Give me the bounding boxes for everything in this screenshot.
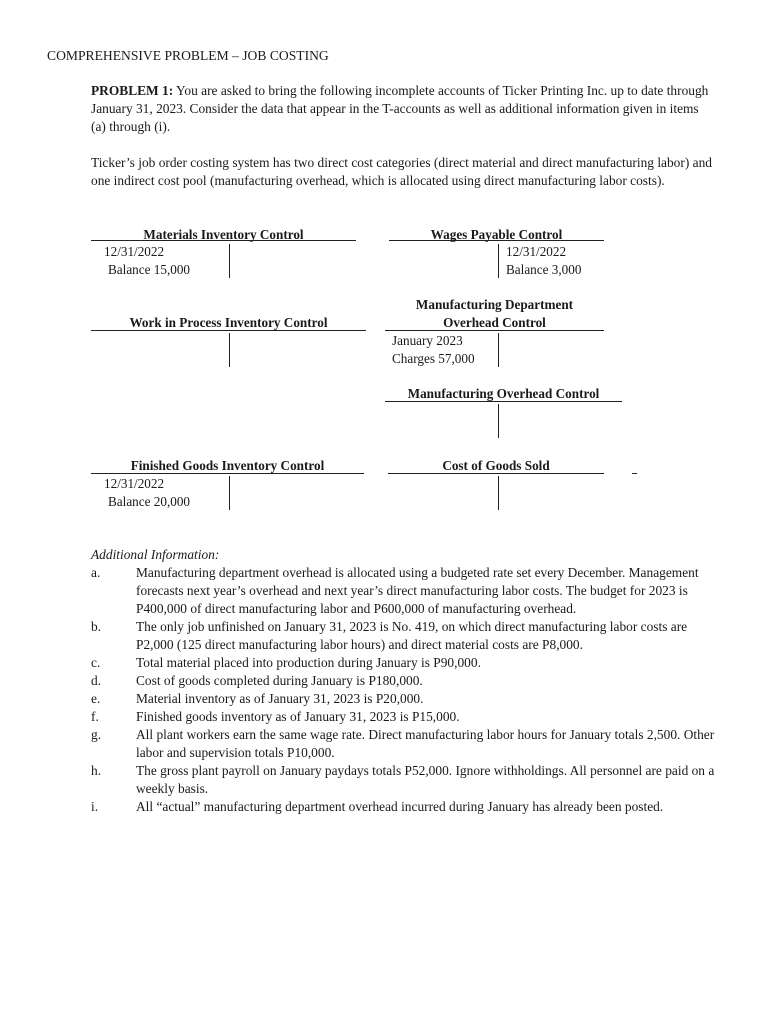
- problem-text: You are asked to bring the following incomplete accounts of Ticker Printing Inc. up to date through January 31, 2023. Consider the data that appear in the T-accounts as well as additional information given in items (a) through (i).: [91, 83, 709, 134]
- intro-paragraph: Ticker’s job order costing system has two direct cost categories (direct material and direct manufacturing labor) and one indirect cost pool (manufacturing overhead, which is allocated using direct manufacturing labor costs).: [91, 155, 712, 188]
- wip-account-divider: [229, 333, 230, 367]
- cogs-account-line: [388, 473, 604, 474]
- problem-statement: [91, 82, 716, 136]
- moc-account-title: Manufacturing Overhead Control: [407, 386, 600, 401]
- info-item-i: [91, 798, 716, 816]
- info-item-e: [91, 690, 716, 708]
- info-item-label: c.: [91, 655, 101, 670]
- info-item-text: Total material placed into production during January is P90,000.: [136, 655, 481, 670]
- stray-dash: [632, 473, 637, 474]
- additional-info-title: Additional Information:: [91, 547, 220, 562]
- info-item-label: e.: [91, 691, 101, 706]
- info-item-text: Material inventory as of January 31, 2023 is P20,000.: [136, 691, 424, 706]
- info-item-label: h.: [91, 763, 102, 778]
- wages-account-line: [389, 240, 604, 241]
- info-item-label: g.: [91, 727, 102, 742]
- fg-balance: Balance 20,000: [108, 494, 191, 509]
- wages-account-divider: [498, 244, 499, 278]
- materials-date: 12/31/2022: [104, 244, 165, 259]
- wages-account-title: Wages Payable Control: [430, 227, 563, 242]
- info-item-f: [91, 708, 716, 726]
- problem-label: PROBLEM 1:: [91, 83, 174, 98]
- mdo-account-divider: [498, 333, 499, 367]
- info-item-label: d.: [91, 673, 102, 688]
- page-title: COMPREHENSIVE PROBLEM – JOB COSTING: [47, 48, 329, 63]
- fg-account-title: Finished Goods Inventory Control: [130, 458, 325, 473]
- info-item-a: [91, 564, 716, 618]
- info-item-b: [91, 618, 716, 654]
- info-item-label: a.: [91, 565, 101, 580]
- info-item-label: b.: [91, 619, 102, 634]
- info-item-text: Finished goods inventory as of January 31, 2023 is P15,000.: [136, 709, 460, 724]
- materials-account-line: [91, 240, 356, 241]
- info-item-h: [91, 762, 716, 798]
- info-item-text: The gross plant payroll on January paydays totals P52,000. Ignore withholdings. All personnel are paid on a weekly basis.: [136, 763, 715, 796]
- materials-account-divider: [229, 244, 230, 278]
- mdo-account-title-line1: Manufacturing Department: [415, 297, 574, 312]
- wages-balance: Balance 3,000: [506, 262, 582, 277]
- info-item-text: All plant workers earn the same wage rate. Direct manufacturing labor hours for January totals 2,500. Other labor and supervision totals P10,000.: [136, 727, 715, 760]
- fg-date: 12/31/2022: [104, 476, 165, 491]
- materials-account-title: Materials Inventory Control: [143, 227, 304, 242]
- wip-account-line: [91, 330, 366, 331]
- materials-balance: Balance 15,000: [108, 262, 191, 277]
- mdo-account-line: [385, 330, 604, 331]
- mdo-account-title-line2: Overhead Control: [443, 315, 546, 330]
- mdo-date: January 2023: [392, 333, 463, 348]
- info-item-text: The only job unfinished on January 31, 2023 is No. 419, on which direct manufacturing labor costs are P2,000 (125 direct manufacturing labor hours) and direct material costs are P8,000.: [136, 619, 688, 652]
- wip-account-title: Work in Process Inventory Control: [129, 315, 328, 330]
- fg-account-line: [91, 473, 364, 474]
- info-item-g: [91, 726, 716, 762]
- additional-info-list: [91, 564, 716, 816]
- info-item-label: f.: [91, 709, 99, 724]
- moc-account-divider: [498, 404, 499, 438]
- cogs-account-divider: [498, 476, 499, 510]
- info-item-text: Manufacturing department overhead is allocated using a budgeted rate set every December. Management forecasts next year’s overhead and next year’s direct manufacturing labor costs. The budget for 2023 is P400,000 of direct manufacturing labor and P600,000 of manufacturing overhead.: [136, 565, 699, 616]
- cogs-account-title: Cost of Goods Sold: [442, 458, 550, 473]
- info-item-c: [91, 654, 716, 672]
- mdo-charges: Charges 57,000: [392, 351, 475, 366]
- info-item-label: i.: [91, 799, 99, 814]
- fg-account-divider: [229, 476, 230, 510]
- moc-account-line: [385, 401, 622, 402]
- info-item-text: Cost of goods completed during January is P180,000.: [136, 673, 423, 688]
- info-item-d: [91, 672, 716, 690]
- info-item-text: All “actual” manufacturing department overhead incurred during January has already been posted.: [136, 799, 664, 814]
- wages-date: 12/31/2022: [506, 244, 567, 259]
